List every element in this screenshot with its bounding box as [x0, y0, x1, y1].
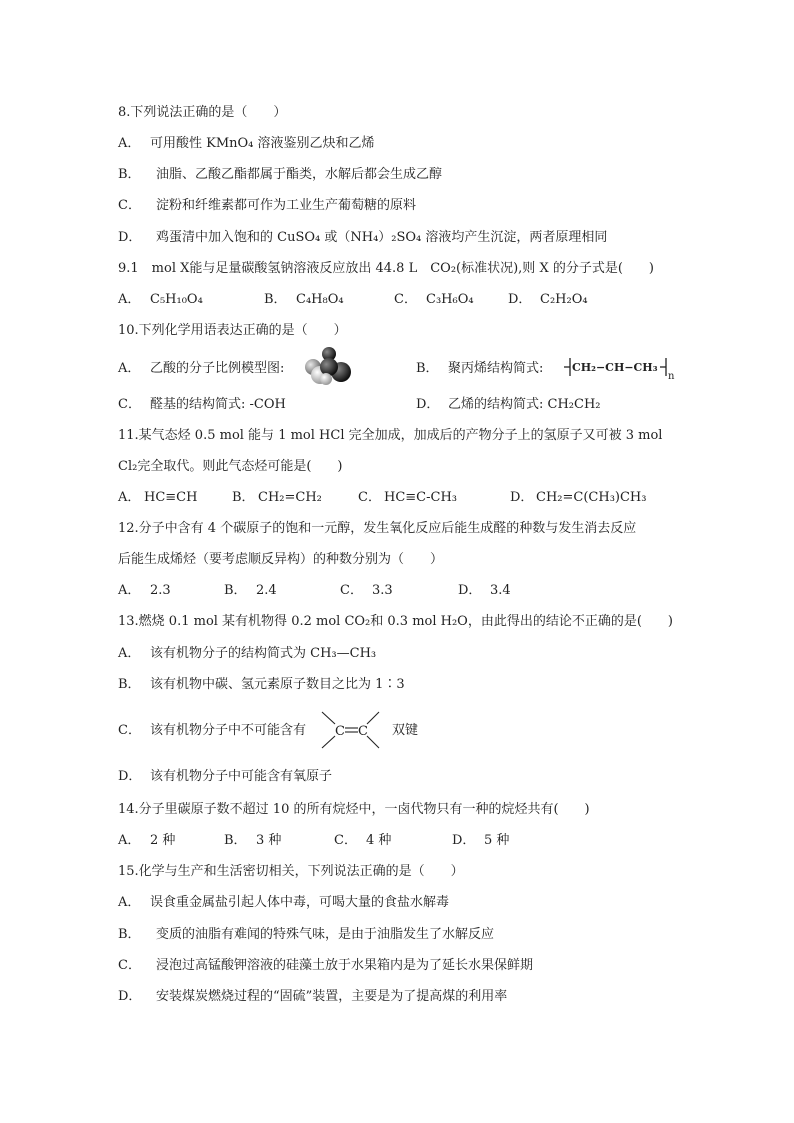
- q15-option-b: [118, 926, 494, 944]
- option-text: 5 种: [484, 833, 510, 848]
- q13-option-d: [118, 768, 332, 786]
- option-label: D．: [510, 490, 534, 505]
- option-text: 2 种: [150, 833, 176, 848]
- q9-option-c: [394, 291, 474, 309]
- option-label: C．: [334, 833, 357, 848]
- option-text: 鸡蛋清中加入饱和的 CuSO₄ 或（NH₄）₂SO₄ 溶液均产生沉淀，两者原理相同: [156, 230, 608, 245]
- option-label: B．: [224, 833, 247, 848]
- option-label: C．: [394, 292, 417, 307]
- option-label: D．: [118, 989, 142, 1004]
- option-text: 该有机物中碳、氢元素原子数目之比为 1∶3: [150, 677, 405, 692]
- option-label: C．: [118, 198, 141, 213]
- q13-stem: 13.燃烧 0.1 mol 某有机物得 0.2 mol CO₂和 0.3 mol H₂O，由此得出的结论不正确的是( ): [118, 614, 673, 629]
- q15-option-c: [118, 957, 533, 975]
- q14-stem: 14.分子里碳原子数不超过 10 的所有烷烃中，一卤代物只有一种的烷烃共有( ): [118, 802, 590, 817]
- option-text: CH₂=C(CH₃)CH₃: [536, 490, 647, 505]
- option-text: 变质的油脂有难闻的特殊气味，是由于油脂发生了水解反应: [156, 927, 495, 942]
- option-label: B．: [224, 583, 247, 598]
- option-label: C．: [118, 958, 141, 973]
- q10-option-b: [416, 360, 543, 378]
- q9-option-d: [508, 291, 588, 309]
- q12-option-b: [224, 582, 277, 600]
- option-text: C₅H₁₀O₄: [150, 292, 203, 307]
- q10-option-c: [118, 396, 286, 414]
- option-text: 乙酸的分子比例模型图:: [150, 361, 285, 376]
- acetic-acid-space-filling-model-icon: [298, 346, 356, 386]
- option-label: C．: [118, 397, 141, 412]
- q8-option-c: [118, 197, 416, 215]
- q9-option-b: [264, 291, 344, 309]
- option-label: D．: [416, 397, 440, 412]
- option-text: HC≡C-CH₃: [384, 490, 458, 505]
- option-label: B．: [416, 361, 439, 376]
- option-label: B．: [118, 167, 141, 182]
- option-text: 该有机物分子的结构简式为 CH₃—CH₃: [150, 646, 377, 661]
- option-label: A．: [118, 583, 141, 598]
- option-label: A．: [118, 136, 141, 151]
- q11-option-c: [358, 489, 457, 507]
- q11-option-d: [510, 489, 646, 507]
- option-text: 3.4: [490, 583, 511, 598]
- option-text: 安装煤炭燃烧过程的“固硫”装置，主要是为了提高煤的利用率: [156, 989, 508, 1004]
- option-text: 3.3: [372, 583, 393, 598]
- q13-option-c-tail: 双键: [392, 723, 419, 738]
- option-text: 误食重金属盐引起人体中毒，可喝大量的食盐水解毒: [150, 895, 450, 910]
- q14-option-d: [452, 832, 509, 850]
- option-label: D．: [118, 769, 142, 784]
- q12-option-d: [458, 582, 511, 600]
- q11-option-b: [232, 489, 322, 507]
- option-label: A．: [118, 490, 141, 505]
- option-text: HC≡CH: [144, 490, 198, 505]
- option-text: 该有机物分子中不可能含有: [150, 723, 307, 738]
- option-label: D．: [118, 230, 142, 245]
- option-label: C．: [118, 723, 141, 738]
- option-label: A．: [118, 361, 141, 376]
- option-text: 3 种: [256, 833, 282, 848]
- q11-stem-line1: 11.某气态烃 0.5 mol 能与 1 mol HCl 完全加成，加成后的产物分子上的氢原子又可被 3 mol: [118, 428, 663, 443]
- polymer-formula: CH₂−CH−CH₃: [572, 361, 658, 374]
- q9-stem: 9.1 mol X能与足量碳酸氢钠溶液反应放出 44.8 L CO₂(标准状况),则 X 的分子式是( ): [118, 261, 654, 276]
- carbon-carbon-double-bond-icon: [318, 708, 382, 752]
- q10-option-d: [416, 396, 601, 414]
- q8-stem: 8.下列说法正确的是（ ）: [118, 105, 287, 120]
- option-label: A．: [118, 895, 141, 910]
- option-text: 乙烯的结构简式: CH₂CH₂: [448, 397, 601, 412]
- option-label: B．: [264, 292, 287, 307]
- option-label: A．: [118, 833, 141, 848]
- option-text: 醛基的结构简式: -COH: [150, 397, 286, 412]
- option-text: 2.3: [150, 583, 171, 598]
- polypropylene-formula-icon: [560, 352, 680, 382]
- option-label: D．: [508, 292, 532, 307]
- q15-stem: 15.化学与生产和生活密切相关，下列说法正确的是（ ）: [118, 864, 464, 879]
- option-label: B．: [118, 927, 141, 942]
- q8-option-d: [118, 229, 607, 247]
- q11-option-a: [118, 489, 197, 507]
- q10-stem: 10.下列化学用语表达正确的是（ ）: [118, 323, 347, 338]
- carbon-atom-left: C: [335, 724, 345, 739]
- option-label: B．: [232, 490, 255, 505]
- option-text: 聚丙烯结构简式:: [448, 361, 544, 376]
- option-text: C₃H₆O₄: [426, 292, 474, 307]
- option-label: A．: [118, 646, 141, 661]
- option-text: 4 种: [366, 833, 392, 848]
- option-label: D．: [452, 833, 476, 848]
- option-text: 油脂、乙酸乙酯都属于酯类，水解后都会生成乙醇: [156, 167, 443, 182]
- q14-option-c: [334, 832, 391, 850]
- q12-option-c: [340, 582, 393, 600]
- option-text: C₂H₂O₄: [540, 292, 588, 307]
- q14-option-a: [118, 832, 175, 850]
- option-text: 该有机物分子中可能含有氧原子: [150, 769, 333, 784]
- option-label: D．: [458, 583, 482, 598]
- option-text: CH₂=CH₂: [258, 490, 322, 505]
- q15-option-a: [118, 894, 449, 912]
- q8-option-b: [118, 166, 442, 184]
- polymer-subscript-n: n: [668, 371, 675, 382]
- q12-option-a: [118, 582, 171, 600]
- option-text: 浸泡过高锰酸钾溶液的硅藻土放于水果箱内是为了延长水果保鲜期: [156, 958, 534, 973]
- q12-stem-line2: 后能生成烯烃（要考虑顺反异构）的种数分别为（ ）: [118, 552, 444, 567]
- q13-option-c: [118, 722, 306, 740]
- q15-option-d: [118, 988, 507, 1006]
- option-label: B．: [118, 677, 141, 692]
- option-text: 淀粉和纤维素都可作为工业生产葡萄糖的原料: [156, 198, 417, 213]
- q9-option-a: [118, 291, 203, 309]
- q10-option-a: [118, 360, 284, 378]
- q14-option-b: [224, 832, 281, 850]
- q13-option-a: [118, 645, 376, 663]
- carbon-atom-right: C: [358, 724, 368, 739]
- q12-stem-line1: 12.分子中含有 4 个碳原子的饱和一元醇，发生氧化反应后能生成醛的种数与发生消去反应: [118, 521, 637, 536]
- q11-stem-line2: Cl₂完全取代。则此气态烃可能是( ): [118, 459, 343, 474]
- option-label: C．: [358, 490, 381, 505]
- option-text: C₄H₈O₄: [296, 292, 344, 307]
- option-text: 可用酸性 KMnO₄ 溶液鉴别乙炔和乙烯: [150, 136, 375, 151]
- option-label: C．: [340, 583, 363, 598]
- option-label: A．: [118, 292, 141, 307]
- option-text: 2.4: [256, 583, 277, 598]
- q13-option-b: [118, 676, 405, 694]
- q8-option-a: [118, 135, 375, 153]
